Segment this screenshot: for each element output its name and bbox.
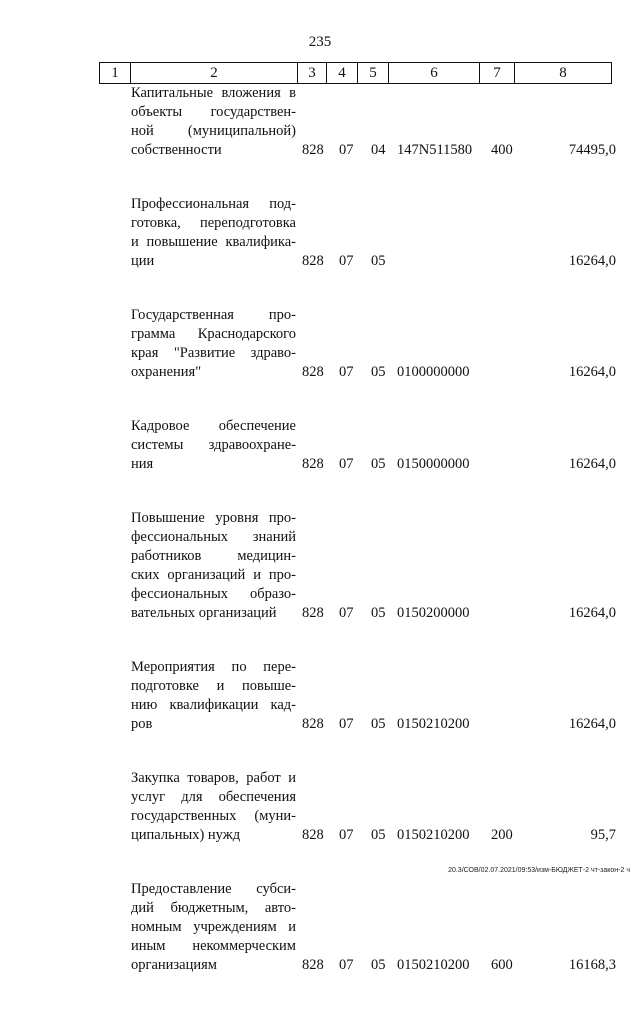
subsection-code: 05	[371, 364, 386, 380]
target-article-code: 0150210200	[397, 716, 470, 732]
table-row	[0, 84, 640, 160]
description-line: Мероприятия по пере-	[131, 659, 296, 675]
target-article-code: 0150200000	[397, 605, 470, 621]
row-codes	[0, 455, 640, 474]
row-codes	[0, 363, 640, 382]
description-line: Закупка товаров, работ и	[131, 770, 296, 786]
description-line: и повышение квалифика-	[131, 234, 296, 250]
description-line: номным учреждениям и	[131, 919, 296, 935]
description-line: Профессиональная под-	[131, 196, 296, 212]
expense-type-code: 200	[491, 827, 513, 843]
description-line: охранения"	[131, 364, 202, 380]
subsection-code: 05	[371, 957, 386, 973]
subsection-code: 04	[371, 142, 386, 158]
ministry-code: 828	[302, 142, 324, 158]
amount: 16168,3	[568, 957, 616, 973]
description-line: ципальных) нужд	[131, 827, 241, 843]
header-cell-7: 7	[480, 63, 515, 84]
header-cell-5: 5	[358, 63, 389, 84]
table-row	[0, 658, 640, 734]
ministry-code: 828	[302, 364, 324, 380]
amount: 16264,0	[568, 456, 616, 472]
page-number: 235	[308, 34, 332, 50]
subsection-code: 05	[371, 716, 386, 732]
amount: 74495,0	[568, 142, 616, 158]
target-article-code: 147N511580	[397, 142, 473, 158]
description-line: Капитальные вложения в	[131, 85, 296, 101]
amount: 16264,0	[568, 605, 616, 621]
table-row	[0, 509, 640, 623]
target-article-code: 0150000000	[397, 456, 470, 472]
description-line: объекты государствен-	[131, 104, 296, 120]
description-line: собственности	[131, 142, 222, 158]
description-line: ции	[131, 253, 155, 269]
description-line: подготовке и повыше-	[131, 678, 296, 694]
table-row	[0, 306, 640, 382]
target-article-code: 0150210200	[397, 957, 470, 973]
ministry-code: 828	[302, 253, 324, 269]
expense-type-code: 400	[491, 142, 513, 158]
header-cell-1: 1	[100, 63, 131, 84]
table-row	[0, 769, 640, 845]
section-code: 07	[339, 142, 354, 158]
section-code: 07	[339, 364, 354, 380]
table-row	[0, 880, 640, 975]
description-line: Государственная про-	[131, 307, 296, 323]
target-article-code: 0150210200	[397, 827, 470, 843]
footer-file-stamp: 20.3/СОВ/02.07.2021/09:53/изм-БЮДЖЕТ-2 чт-закон-2 ч	[448, 867, 630, 874]
ministry-code: 828	[302, 827, 324, 843]
description-line: Предоставление субси-	[131, 881, 296, 897]
ministry-code: 828	[302, 456, 324, 472]
subsection-code: 05	[371, 605, 386, 621]
row-codes	[0, 956, 640, 975]
description-line: фессиональных образо-	[131, 586, 296, 602]
description-line: грамма Краснодарского	[131, 326, 296, 342]
description-line: ния	[131, 456, 154, 472]
description-line: Повышение уровня про-	[131, 510, 296, 526]
section-code: 07	[339, 253, 354, 269]
section-code: 07	[339, 957, 354, 973]
amount: 16264,0	[568, 253, 616, 269]
amount: 16264,0	[568, 364, 616, 380]
description-line: фессиональных знаний	[131, 529, 296, 545]
header-cell-8: 8	[515, 63, 612, 84]
header-cell-3: 3	[298, 63, 327, 84]
column-header-table	[99, 62, 612, 84]
description-line: Кадровое обеспечение	[131, 418, 296, 434]
description-line: готовка, переподготовка	[131, 215, 296, 231]
section-code: 07	[339, 716, 354, 732]
description-line: дий бюджетным, авто-	[131, 900, 296, 916]
description-line: услуг для обеспечения	[131, 789, 296, 805]
description-line: края "Развитие здраво-	[131, 345, 296, 361]
subsection-code: 05	[371, 253, 386, 269]
ministry-code: 828	[302, 716, 324, 732]
table-row	[0, 195, 640, 271]
ministry-code: 828	[302, 605, 324, 621]
target-article-code: 0100000000	[397, 364, 470, 380]
subsection-code: 05	[371, 456, 386, 472]
header-cell-4: 4	[327, 63, 358, 84]
description-line: ров	[131, 716, 153, 732]
description-line: вательных организаций	[131, 605, 277, 621]
row-codes	[0, 141, 640, 160]
description-line: ной (муниципальной)	[131, 123, 296, 139]
expense-type-code: 600	[491, 957, 513, 973]
subsection-code: 05	[371, 827, 386, 843]
description-line: организациям	[131, 957, 217, 973]
row-codes	[0, 826, 640, 845]
section-code: 07	[339, 605, 354, 621]
section-code: 07	[339, 456, 354, 472]
description-line: нию квалификации кад-	[131, 697, 296, 713]
row-codes	[0, 715, 640, 734]
section-code: 07	[339, 827, 354, 843]
description-line: работников медицин-	[131, 548, 296, 564]
row-codes	[0, 604, 640, 623]
amount: 16264,0	[568, 716, 616, 732]
header-cell-6: 6	[389, 63, 480, 84]
row-codes	[0, 252, 640, 271]
description-line: государственных (муни-	[131, 808, 296, 824]
description-line: ских организаций и про-	[131, 567, 296, 583]
description-line: системы здравоохране-	[131, 437, 296, 453]
description-line: иным некоммерческим	[131, 938, 296, 954]
amount: 95,7	[590, 827, 616, 843]
header-cell-2: 2	[131, 63, 298, 84]
ministry-code: 828	[302, 957, 324, 973]
table-row	[0, 417, 640, 474]
